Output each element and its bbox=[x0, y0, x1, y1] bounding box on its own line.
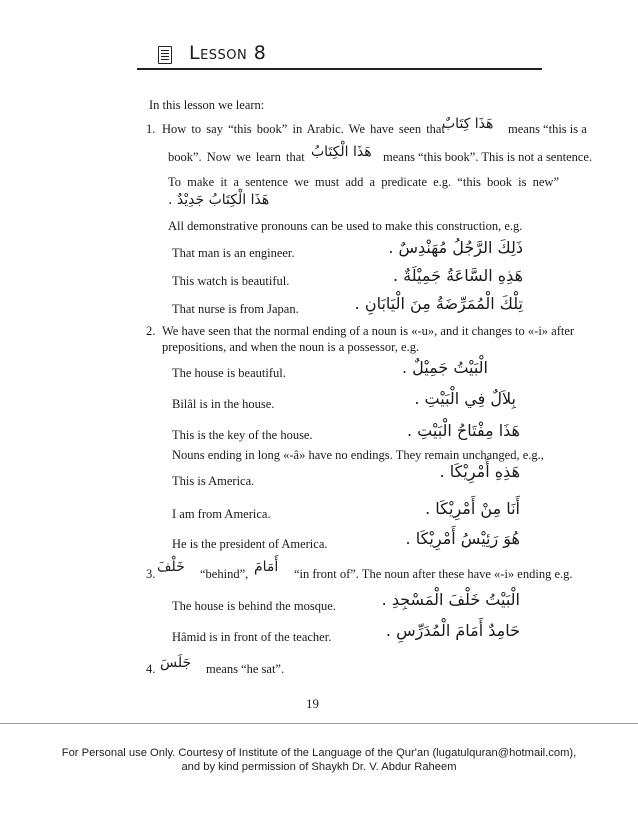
example-arabic: حَامِدٌ أَمَامَ الْمُدَرِّسِ . bbox=[385, 621, 520, 640]
example-arabic: هَذِهِ السَّاعَةُ جَمِيْلَةٌ . bbox=[393, 266, 523, 285]
section4-number: 4. bbox=[146, 662, 156, 676]
example-english: He is the president of America. bbox=[172, 537, 328, 551]
footer-line-1: For Personal use Only. Courtesy of Institute of the Language of the Qur'an (lugatulquran@hotmail.com), bbox=[61, 747, 577, 759]
section3-text-front: “in front of”. The noun after these have «-i» ending e.g. bbox=[294, 567, 573, 581]
lesson-title: Lesson 8 bbox=[189, 42, 267, 64]
footer-line-2: and by kind permission of Shaykh Dr. V. Abdur Raheem bbox=[181, 761, 457, 773]
example-english: The house is behind the mosque. bbox=[172, 599, 336, 613]
section1-line2-b: means “this book”. This is not a sentence. bbox=[383, 150, 593, 164]
example-arabic: هَذِهِ أَمْرِيْكَا . bbox=[439, 462, 520, 481]
page-number: 19 bbox=[306, 696, 319, 711]
example-english: That man is an engineer. bbox=[172, 246, 295, 260]
book-icon bbox=[158, 46, 172, 64]
section1-line2-a: book”. Now we learn that bbox=[168, 150, 305, 164]
section1-line1-b: means “this is a bbox=[508, 122, 587, 136]
section1-line4-arabic: هَذَا الْكِتَابُ جَدِيْدٌ . bbox=[168, 192, 270, 208]
footer-notice bbox=[0, 746, 638, 774]
section2-line3: Nouns ending in long «-â» have no endings. They remain unchanged, e.g., bbox=[172, 448, 544, 462]
footer-divider bbox=[0, 723, 638, 724]
section2-line2: prepositions, and when the noun is a possessor, e.g. bbox=[162, 340, 420, 354]
example-arabic: هُوَ رَئِيْسُ أَمْرِيْكَا . bbox=[405, 529, 520, 548]
section1-line2-arabic: هَذَا الْكِتَابُ bbox=[311, 144, 372, 160]
section3-number: 3. bbox=[146, 567, 156, 581]
example-arabic: أَنَا مِنْ أَمْرِيْكَا . bbox=[425, 499, 520, 518]
section3-text-behind: “behind”, bbox=[200, 567, 249, 581]
section2-number: 2. bbox=[146, 324, 156, 338]
example-arabic: الْبَيْتُ جَمِيْلٌ . bbox=[401, 358, 488, 377]
example-arabic: بِلاَلٌ فِي الْبَيْتِ . bbox=[414, 389, 516, 408]
section2-line1: We have seen that the normal ending of a noun is «-u», and it changes to «-i» after bbox=[162, 324, 575, 338]
example-english: This is the key of the house. bbox=[172, 428, 313, 442]
example-english: This is America. bbox=[172, 474, 255, 488]
section1-line1-a: How to say “this book” in Arabic. We have seen that bbox=[162, 122, 445, 136]
section3-arabic-behind: خَلْفَ bbox=[157, 559, 185, 575]
section3-arabic-front: أَمَامَ bbox=[254, 559, 279, 575]
section4-arabic: جَلَسَ bbox=[160, 655, 192, 671]
example-arabic: ذَلِكَ الرَّجُلُ مُهَنْدِسٌ . bbox=[388, 238, 523, 257]
example-arabic: تِلْكَ الْمُمَرِّضَةُ مِنَ الْيَابَانِ . bbox=[354, 294, 523, 313]
section1-number: 1. bbox=[146, 122, 156, 136]
example-english: Hâmid is in front of the teacher. bbox=[172, 630, 332, 644]
section1-line3: To make it a sentence we must add a predicate e.g. “this book is new” bbox=[168, 175, 560, 189]
example-english: The house is beautiful. bbox=[172, 366, 286, 380]
example-arabic: الْبَيْتُ خَلْفَ الْمَسْجِدِ . bbox=[381, 590, 520, 609]
section1-line5: All demonstrative pronouns can be used to make this construction, e.g. bbox=[168, 219, 523, 233]
example-english: Bilâl is in the house. bbox=[172, 397, 275, 411]
example-english: This watch is beautiful. bbox=[172, 274, 290, 288]
example-arabic: هَذَا مِفْتَاحُ الْبَيْتِ . bbox=[406, 421, 520, 440]
example-english: I am from America. bbox=[172, 507, 271, 521]
section4-text: means “he sat”. bbox=[206, 662, 285, 676]
example-english: That nurse is from Japan. bbox=[172, 302, 299, 316]
title-divider bbox=[137, 68, 542, 70]
intro-text: In this lesson we learn: bbox=[149, 98, 265, 112]
section1-line1-arabic: هَذَا كِتَابٌ bbox=[442, 116, 494, 132]
